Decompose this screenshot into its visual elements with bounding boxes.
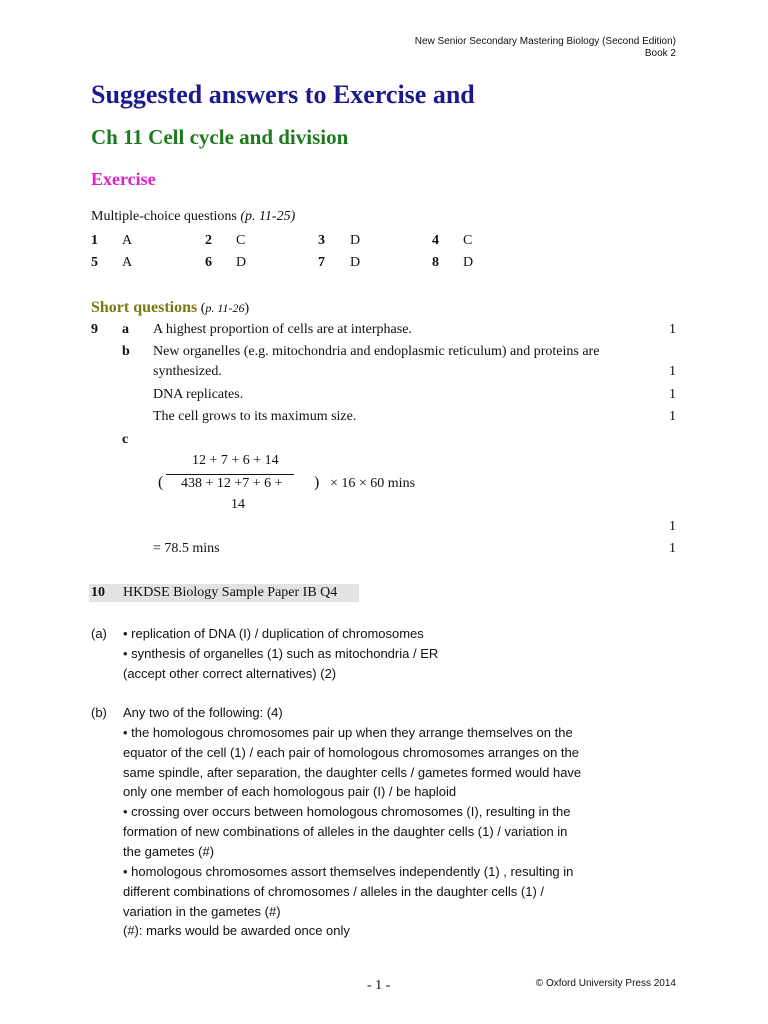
answer-line: different combinations of chromosomes / alleles in the daughter cells (1) / bbox=[123, 884, 545, 899]
copyright: © Oxford University Press 2014 bbox=[535, 978, 676, 989]
answer-line: (accept other correct alternatives) (2) bbox=[123, 666, 337, 681]
answer-line: • synthesis of organelles (1) such as mitochondria / ER bbox=[123, 646, 439, 661]
mc-number: 2 bbox=[205, 233, 212, 248]
mc-number: 5 bbox=[91, 255, 98, 270]
part-label: c bbox=[122, 432, 129, 447]
mark: 1 bbox=[669, 322, 676, 337]
question-number: 10 bbox=[91, 585, 105, 600]
answer-line: • crossing over occurs between homologous chromosomes (I), resulting in the bbox=[123, 804, 571, 819]
question-source: HKDSE Biology Sample Paper IB Q4 bbox=[123, 585, 338, 600]
mc-answer: A bbox=[122, 233, 133, 248]
mc-answer: D bbox=[463, 255, 474, 270]
answer-line: only one member of each homologous pair (I) / be haploid bbox=[123, 784, 457, 799]
mark: 1 bbox=[669, 364, 676, 379]
mark: 1 bbox=[669, 541, 676, 556]
formula-denominator: 438 + 12 +7 + 6 + bbox=[181, 476, 283, 491]
answer-text: A highest proportion of cells are at interphase. bbox=[153, 322, 412, 337]
page-number: - 1 - bbox=[367, 978, 391, 993]
mc-number: 3 bbox=[318, 233, 325, 248]
header-book-number: Book 2 bbox=[644, 48, 676, 59]
short-questions-heading: Short questions (p. 11-26) bbox=[91, 299, 250, 316]
formula-multiplier: × 16 × 60 mins bbox=[330, 476, 416, 491]
answer-text: synthesized. bbox=[153, 364, 222, 379]
mark: 1 bbox=[669, 409, 676, 424]
mc-intro: Multiple-choice questions (p. 11-25) bbox=[91, 209, 296, 224]
mc-answer: C bbox=[236, 233, 246, 248]
mark: 1 bbox=[669, 387, 676, 402]
part-label: b bbox=[122, 344, 130, 359]
answer-line: (#): marks would be awarded once only bbox=[123, 923, 350, 938]
header-book-title: New Senior Secondary Mastering Biology (Second Edition) bbox=[414, 36, 676, 47]
answer-line: formation of new combinations of alleles in the daughter cells (1) / variation in bbox=[123, 824, 568, 839]
mc-number: 1 bbox=[91, 233, 98, 248]
mc-number: 8 bbox=[432, 255, 439, 270]
answer-line: same spindle, after separation, the daughter cells / gametes formed would have bbox=[123, 765, 582, 780]
answer-line: equator of the cell (1) / each pair of homologous chromosomes arranges on the bbox=[123, 745, 579, 760]
answer-line: Any two of the following: (4) bbox=[123, 705, 283, 720]
page-title: Suggested answers to Exercise and bbox=[91, 80, 475, 109]
answer-text: DNA replicates. bbox=[153, 387, 244, 402]
mark: 1 bbox=[669, 519, 676, 534]
answer-text: New organelles (e.g. mitochondria and endoplasmic reticulum) and proteins are bbox=[153, 344, 600, 359]
section-heading: Exercise bbox=[91, 169, 156, 189]
formula-paren-open: ( bbox=[158, 474, 164, 491]
chapter-title: Ch 11 Cell cycle and division bbox=[91, 125, 349, 149]
answer-line: the gametes (#) bbox=[123, 844, 215, 859]
mc-answer: D bbox=[350, 233, 361, 248]
mc-number: 7 bbox=[318, 255, 325, 270]
mc-number: 4 bbox=[432, 233, 439, 248]
answer-line: • replication of DNA (I) / duplication of chromosomes bbox=[123, 626, 424, 641]
mc-answer: C bbox=[463, 233, 473, 248]
formula-result: = 78.5 mins bbox=[153, 541, 220, 556]
answer-line: variation in the gametes (#) bbox=[123, 904, 281, 919]
fraction-bar bbox=[166, 474, 294, 475]
part-label: (a) bbox=[91, 626, 107, 641]
mc-answer: D bbox=[236, 255, 247, 270]
formula-denominator-cont: 14 bbox=[231, 497, 245, 512]
formula-numerator: 12 + 7 + 6 + 14 bbox=[192, 453, 279, 468]
mc-page-ref: (p. 11-25) bbox=[240, 209, 296, 224]
mc-answer: A bbox=[122, 255, 133, 270]
answer-line: • homologous chromosomes assort themselves independently (1) , resulting in bbox=[123, 864, 574, 879]
answer-text: The cell grows to its maximum size. bbox=[153, 409, 357, 424]
part-label: a bbox=[122, 322, 129, 337]
part-label: (b) bbox=[91, 705, 107, 720]
mc-answer: D bbox=[350, 255, 361, 270]
question-number: 9 bbox=[91, 322, 98, 337]
answer-line: • the homologous chromosomes pair up when they arrange themselves on the bbox=[123, 725, 573, 740]
mc-number: 6 bbox=[205, 255, 212, 270]
formula-paren-close: ) bbox=[314, 474, 320, 491]
